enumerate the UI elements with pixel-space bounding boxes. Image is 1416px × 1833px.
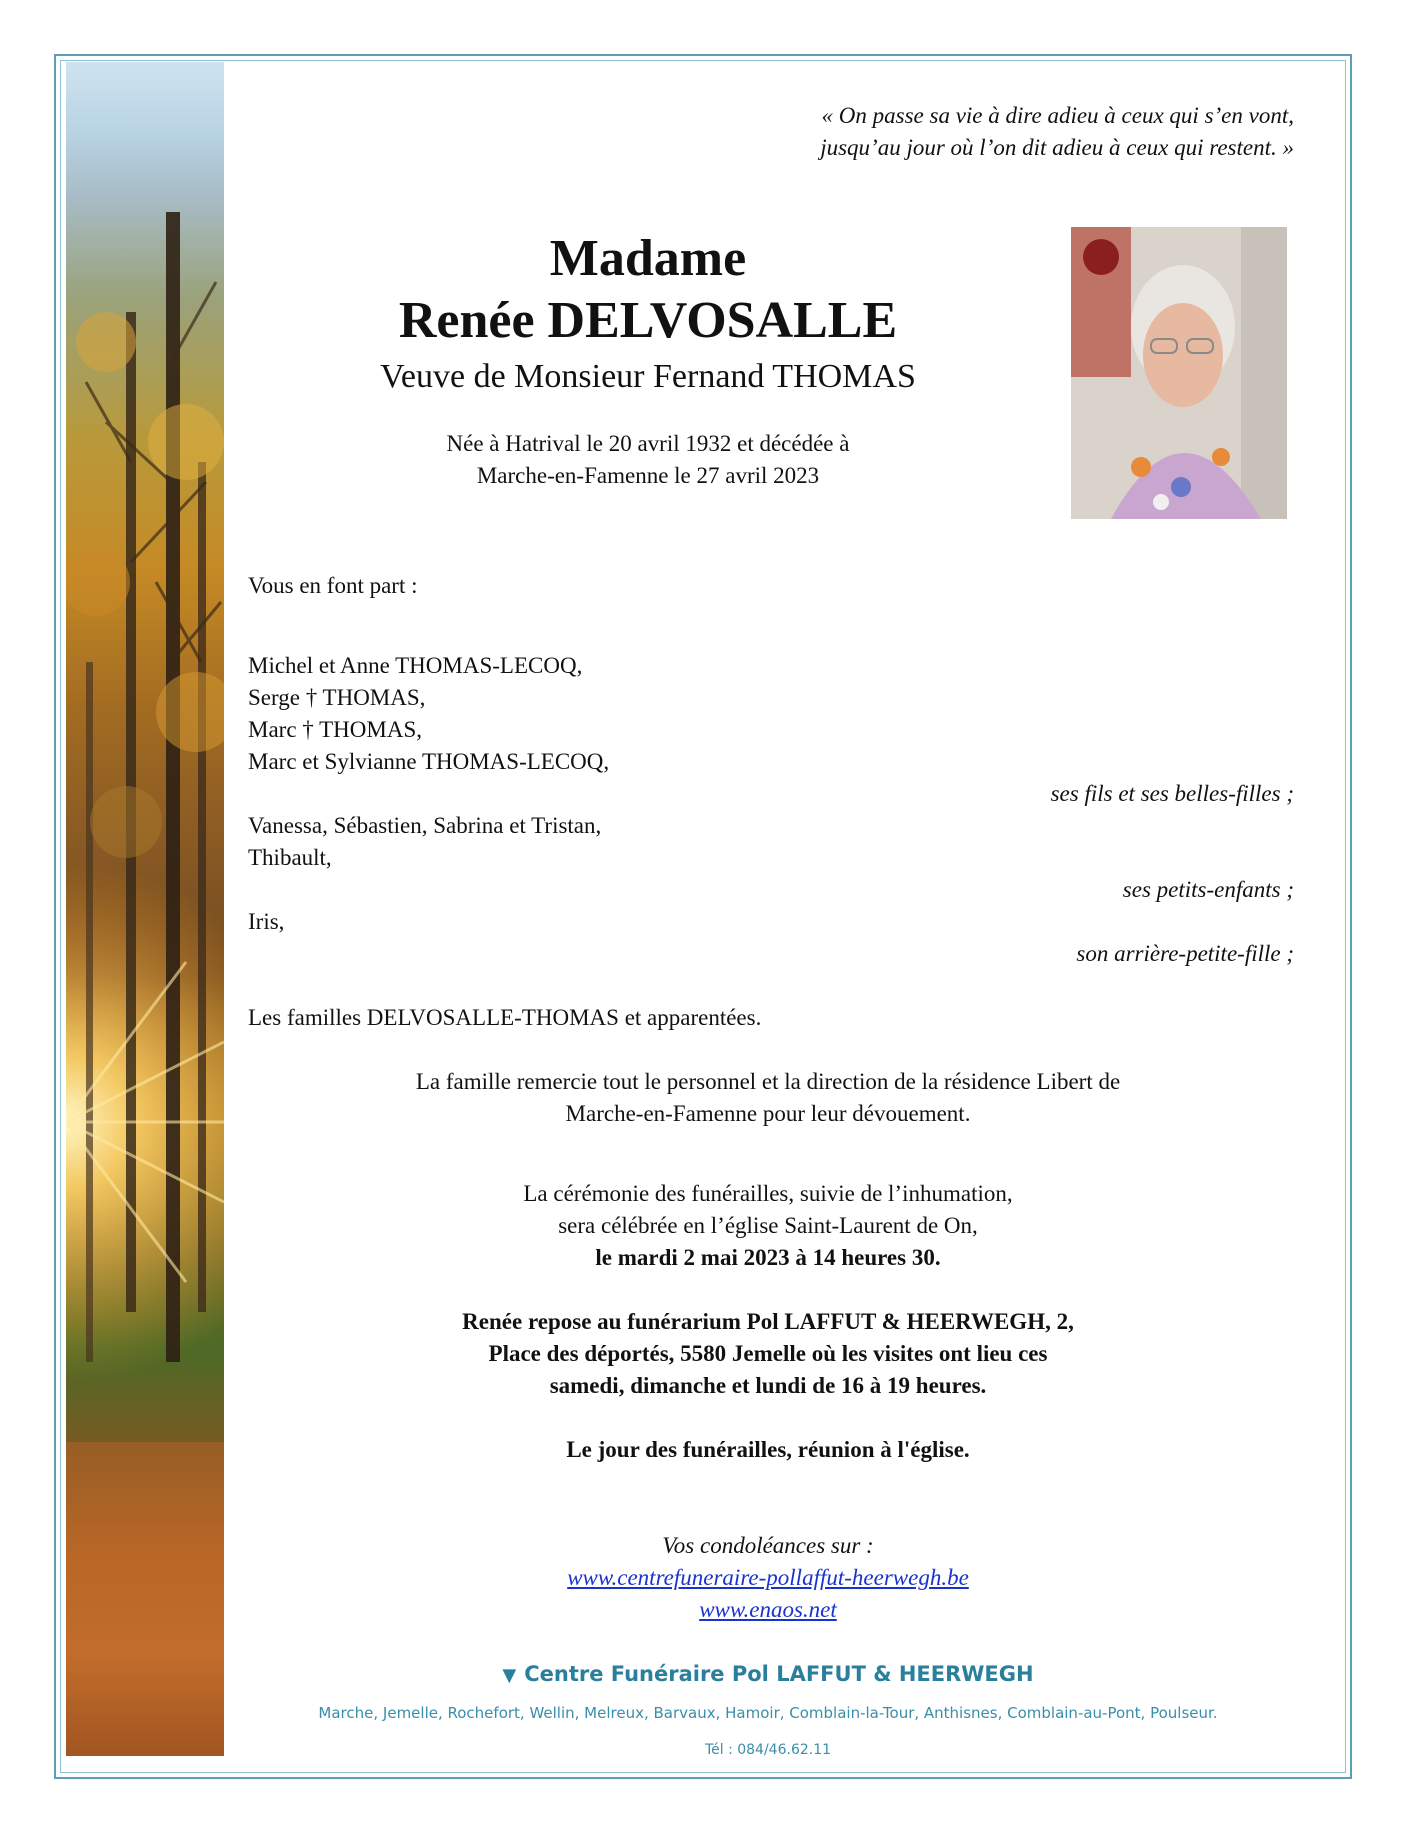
thanks-paragraph (248, 1066, 1288, 1130)
sons-relation: ses fils et ses belles-filles ; (1050, 781, 1294, 806)
list-item: Serge † THOMAS, (248, 685, 426, 710)
portrait-photo (1071, 227, 1287, 519)
great-grandchildren-relation: son arrière-petite-fille ; (1076, 941, 1294, 966)
meeting-line: Le jour des funérailles, réunion à l'église. (566, 1437, 970, 1462)
visits-line-3: samedi, dimanche et lundi de 16 à 19 heures. (549, 1373, 987, 1398)
honorific: Madame (549, 230, 747, 287)
visits-paragraph (248, 1306, 1288, 1402)
condolences-link-enaos[interactable]: www.enaos.net (699, 1597, 837, 1622)
great-grandchildren-list (248, 906, 284, 938)
birth-death-dates (248, 428, 1048, 492)
epigraph-quote (594, 100, 1294, 164)
list-item: Thibault, (248, 845, 332, 870)
visits-line-2: Place des déportés, 5580 Jemelle où les visites ont lieu ces (488, 1341, 1048, 1366)
families-line: Les familles DELVOSALLE-THOMAS et apparentées. (248, 1005, 762, 1030)
funeral-center-locations: Marche, Jemelle, Rochefort, Wellin, Melreux, Barvaux, Hamoir, Comblain-la-Tour, Anthisnes, Comblain-au-Pont, Poulseur. (318, 1704, 1218, 1722)
widow-of: Veuve de Monsieur Fernand THOMAS (380, 358, 916, 395)
thanks-line-1: La famille remercie tout le personnel et la direction de la résidence Libert de (415, 1069, 1121, 1094)
sons-list (248, 650, 609, 778)
quote-line-2: jusqu’au jour où l’on dit adieu à ceux qui restent. » (820, 135, 1294, 160)
ceremony-line-1: La cérémonie des funérailles, suivie de l’inhumation, (523, 1181, 1013, 1206)
condolences-link-funeral-center[interactable]: www.centrefuneraire-pollaffut-heerwegh.be (567, 1565, 969, 1590)
visits-line-1: Renée repose au funérarium Pol LAFFUT & HEERWEGH, 2, (462, 1309, 1074, 1334)
ceremony-paragraph (248, 1178, 1288, 1274)
thanks-line-2: Marche-en-Famenne pour leur dévouement. (565, 1101, 971, 1126)
announce-text: Vous en font part : (248, 573, 418, 598)
grandchildren-relation: ses petits-enfants ; (1122, 877, 1294, 902)
triangle-down-icon: ▼ (502, 1665, 517, 1686)
list-item: Vanessa, Sébastien, Sabrina et Tristan, (248, 813, 602, 838)
condolences-label: Vos condoléances sur : (662, 1533, 874, 1558)
dates-line-1: Née à Hatrival le 20 avril 1932 et décédée à (446, 431, 850, 456)
deceased-name: Renée DELVOSALLE (398, 292, 898, 349)
list-item: Marc et Sylvianne THOMAS-LECOQ, (248, 749, 610, 774)
list-item: Michel et Anne THOMAS-LECOQ, (248, 653, 583, 678)
condolences-block (248, 1530, 1288, 1626)
ceremony-line-2: sera célébrée en l’église Saint-Laurent de On, (558, 1213, 978, 1238)
dates-line-2: Marche-en-Famenne le 27 avril 2023 (476, 463, 820, 488)
ceremony-date: le mardi 2 mai 2023 à 14 heures 30. (595, 1245, 941, 1270)
autumn-forest-image (66, 62, 224, 1756)
list-item: Marc † THOMAS, (248, 717, 422, 742)
list-item: Iris, (248, 909, 285, 934)
funeral-center-phone: Tél : 084/46.62.11 (704, 1742, 832, 1758)
funeral-center-name (248, 1660, 1288, 1690)
quote-line-1: « On passe sa vie à dire adieu à ceux qui s’en vont, (821, 103, 1294, 128)
funeral-center-title: Centre Funéraire Pol LAFFUT & HEERWEGH (524, 1662, 1034, 1686)
grandchildren-list (248, 810, 601, 874)
